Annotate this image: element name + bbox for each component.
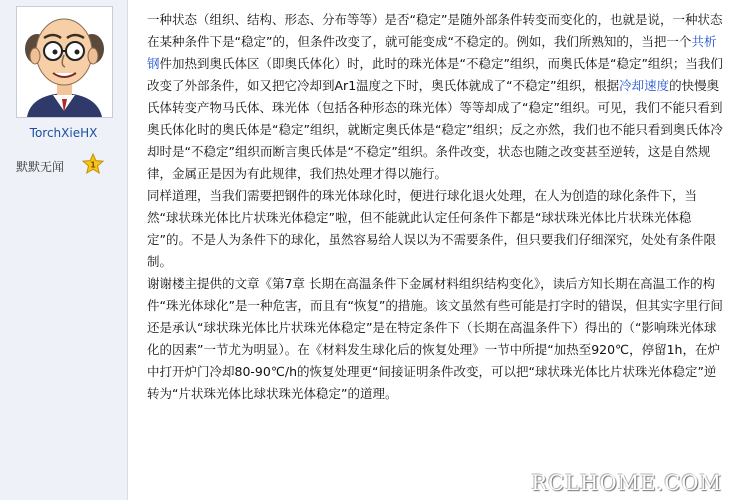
post-paragraph-1 bbox=[147, 9, 725, 185]
avatar[interactable] bbox=[16, 6, 113, 118]
post-content bbox=[147, 9, 725, 405]
post-paragraph-3: 谢谢楼主提供的文章《第7章 长期在高温条件下金属材料组织结构变化》，读后方知长期在高温工作的构件“珠光体球化”是一种危害，而且有“恢复”的措施。该文虽然有些可能是打字时的错误，但其实字里行间还是承认“球状珠光体比片状珠光体稳定”是在特定条件下（长期在高温条件下）得出的（“影响珠光体球化的因素”一节尤为明显）。在《材料发生球化后的恢复处理》一节中所提“加热至920℃，停留1h，在炉中打开炉门冷却80-90℃/h的恢复处理更“间接证明条件改变，可以把“球状珠光体比片状珠光体稳定”逆转为“片状珠光体比球状珠光体稳定”的道理。 bbox=[147, 276, 723, 401]
post-paragraph-2: 同样道理，当我们需要把钢件的珠光体球化时，便进行球化退火处理，在人为创造的球化条件下，当然“球状珠光体比片状珠光体稳定”啦，但不能就此认定任何条件下都是“球状珠光体比片状珠光体稳定”的。不是人为条件下的球化，虽然容易给人误以为不需要条件，但只要我们仔细深究，处处有条件限制。 bbox=[147, 188, 716, 269]
paragraph-text: 件加热到奥氏体区（即奥氏体化）时，此时的珠光体是“不稳定”组织，而奥氏体是“稳定”组织；当我们改变了外部条件，如又把它冷却到Ar1温度之下时，奥氏体就成了“不稳定”组织，根据 bbox=[147, 56, 723, 93]
site-watermark: RCLHOME.COM bbox=[531, 471, 722, 495]
rank-title: 默默无闻 bbox=[16, 160, 65, 174]
author-sidebar bbox=[0, 0, 128, 500]
user-rank bbox=[16, 156, 116, 176]
keyword-link-eutectoid-steel[interactable]: 共析钢 bbox=[147, 34, 717, 71]
username-link[interactable]: TorchXieHX bbox=[29, 126, 98, 140]
cartoon-face-icon bbox=[17, 7, 112, 117]
star-badge-icon bbox=[82, 153, 104, 175]
keyword-link-cooling-rate[interactable]: 冷却速度 bbox=[619, 78, 670, 93]
rank-level: 1 bbox=[90, 160, 96, 170]
paragraph-text: 一种状态（组织、结构、形态、分布等等）是否“稳定”是随外部条件转变而变化的，也就是说，一种状态在某种条件下是“稳定”的，但条件改变了，就可能变成“不稳定的。例如，我们所熟知的，当把一个 bbox=[147, 12, 723, 49]
paragraph-text: 的快慢奥氏体转变产物马氏体、珠光体（包括各种形态的珠光体）等等却成了“稳定”组织。可见，我们不能只看到奥氏体化时的奥氏体是“稳定”组织，就断定奥氏体是“稳定”组织；反之亦然，我们也不能只看到奥氏体冷却时是“不稳定”组织而断言奥氏体是“不稳定”组织。条件改变，状态也随之改变甚至逆转，这是自然规律，金属正是因为有此规律，我们热处理才得以施行。 bbox=[147, 78, 723, 181]
